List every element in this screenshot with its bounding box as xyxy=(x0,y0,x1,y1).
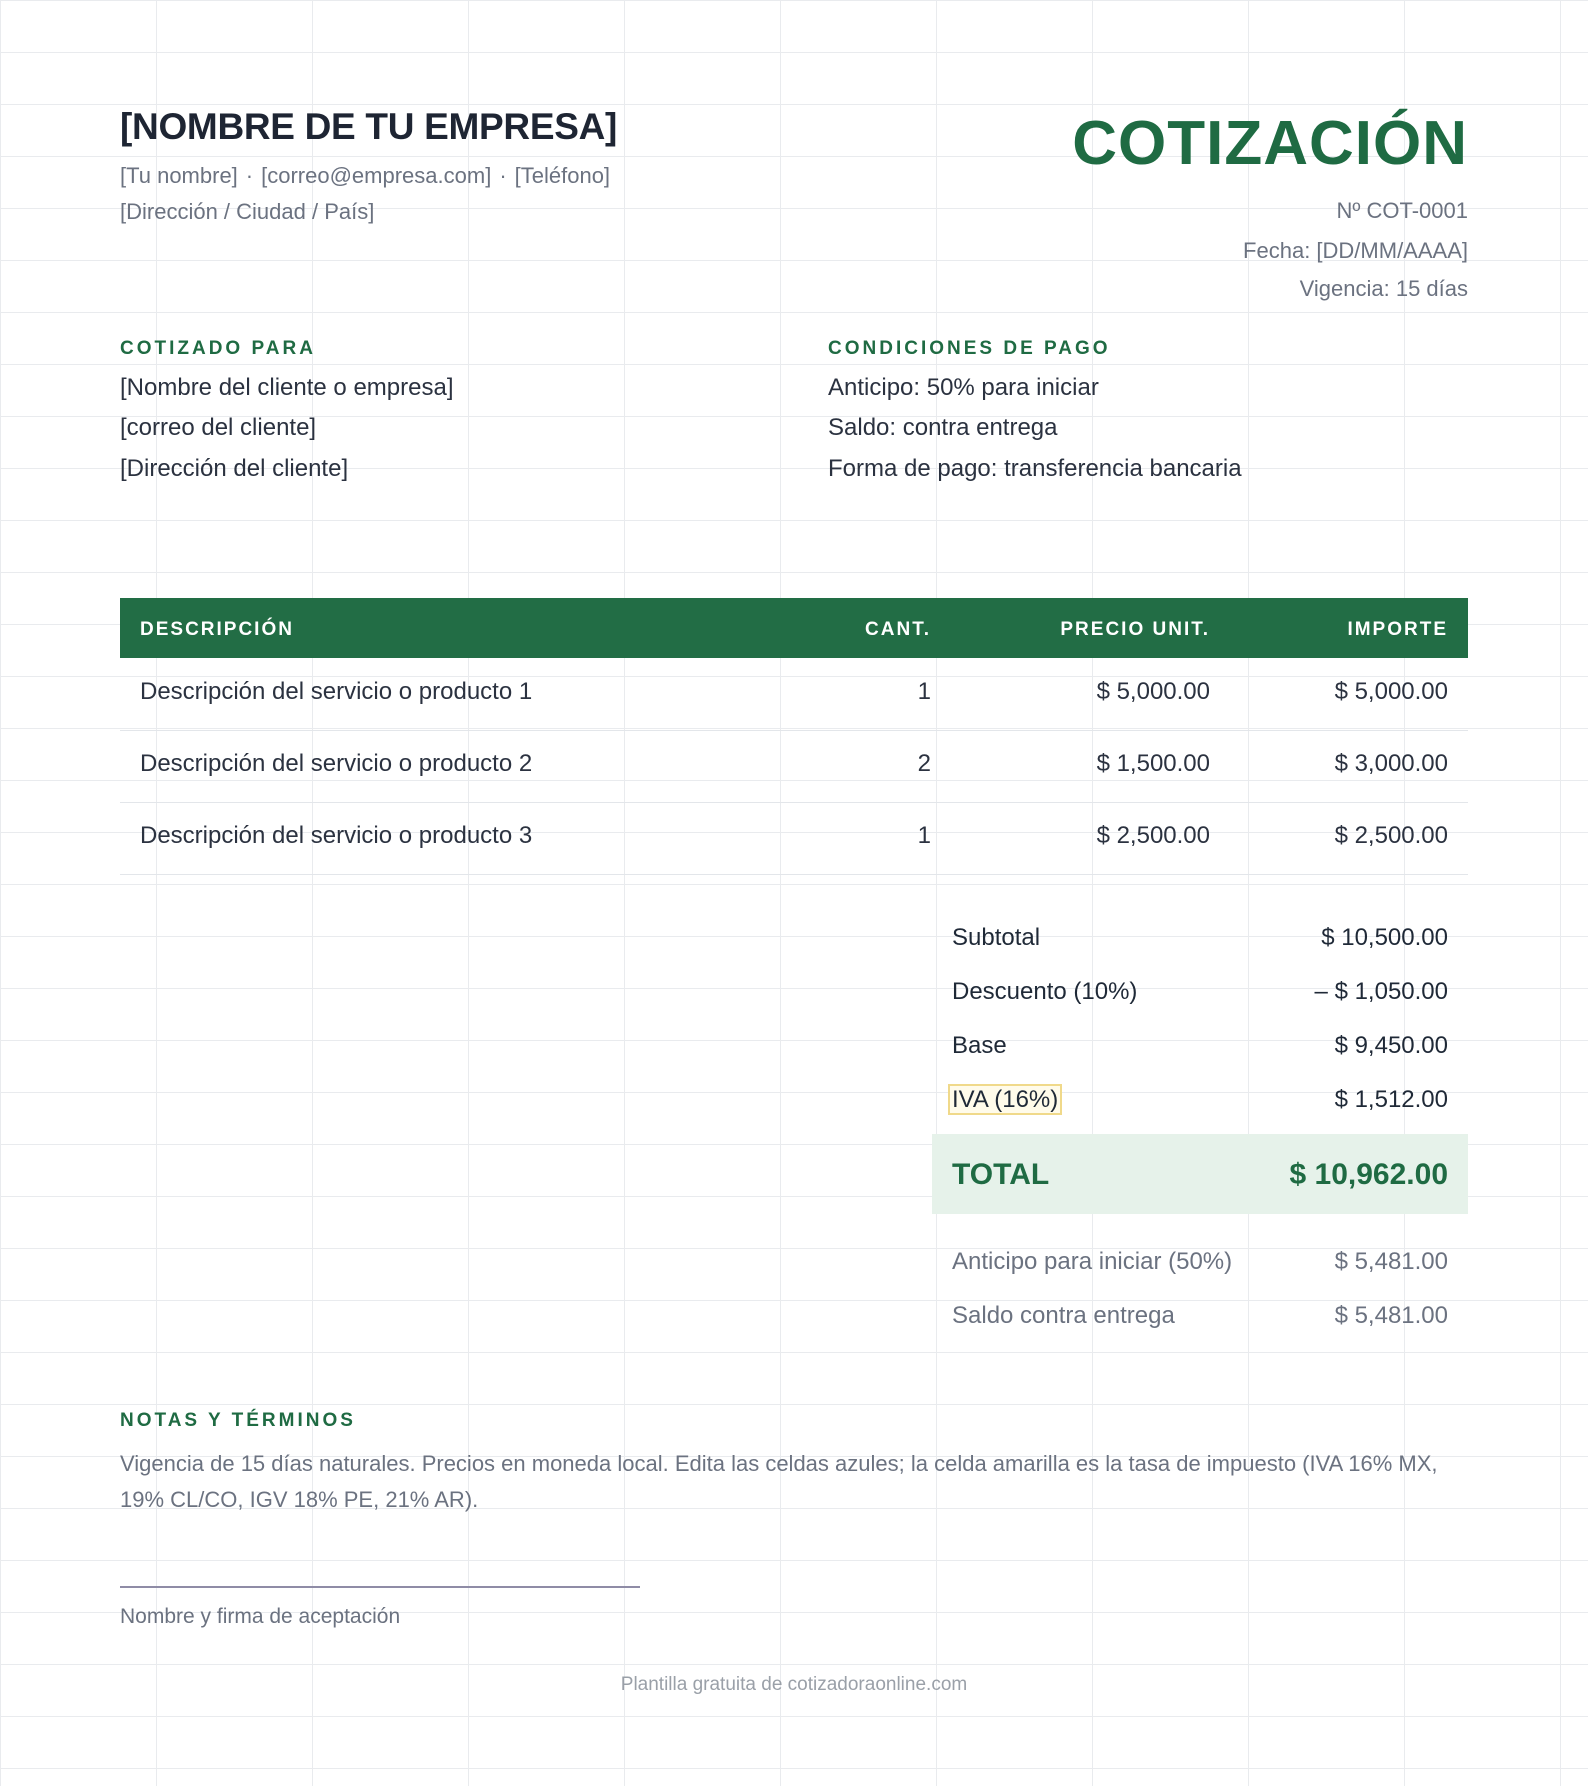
client-email[interactable]: [correo del cliente] xyxy=(120,414,317,441)
contact-email[interactable]: [correo@empresa.com] xyxy=(261,163,492,188)
contact-phone[interactable]: [Teléfono] xyxy=(514,163,611,188)
total-label: TOTAL xyxy=(952,1158,1050,1191)
discount-label[interactable]: Descuento (10%) xyxy=(952,978,1138,1005)
company-contact xyxy=(120,163,610,189)
signature-line xyxy=(120,1586,640,1588)
advance-label: Anticipo para iniciar (50%) xyxy=(952,1248,1233,1275)
table-row xyxy=(120,730,1468,803)
tax-value: $ 1,512.00 xyxy=(1334,1086,1448,1113)
base-label: Base xyxy=(952,1032,1007,1059)
item-quantity[interactable]: 1 xyxy=(917,822,931,849)
separator: · xyxy=(245,163,254,188)
quote-validity[interactable]: Vigencia: 15 días xyxy=(1299,276,1468,301)
contact-name[interactable]: [Tu nombre] xyxy=(120,163,238,188)
item-unit-price[interactable]: $ 5,000.00 xyxy=(1096,678,1210,705)
payment-terms-label: CONDICIONES DE PAGO xyxy=(828,338,1111,359)
company-address[interactable]: [Dirección / Ciudad / País] xyxy=(120,199,375,224)
item-description[interactable]: Descripción del servicio o producto 2 xyxy=(140,750,533,777)
balance-label: Saldo contra entrega xyxy=(952,1302,1175,1329)
quoted-for-label: COTIZADO PARA xyxy=(120,338,316,359)
item-unit-price[interactable]: $ 2,500.00 xyxy=(1096,822,1210,849)
client-name[interactable]: [Nombre del cliente o empresa] xyxy=(120,374,454,401)
table-row xyxy=(120,658,1468,731)
table-row xyxy=(120,802,1468,875)
item-description[interactable]: Descripción del servicio o producto 1 xyxy=(140,678,533,705)
header-amount: IMPORTE xyxy=(1347,619,1448,640)
subtotal-value: $ 10,500.00 xyxy=(1321,924,1448,951)
separator: · xyxy=(499,163,507,188)
quote-document xyxy=(120,0,1468,1786)
item-amount: $ 2,500.00 xyxy=(1334,822,1448,849)
footer-credit[interactable]: Plantilla gratuita de cotizadoraonline.com xyxy=(620,1674,968,1695)
signature-label: Nombre y firma de aceptación xyxy=(120,1605,401,1628)
header-description: DESCRIPCIÓN xyxy=(140,619,294,640)
subtotal-label: Subtotal xyxy=(952,924,1041,951)
notes-text[interactable]: Vigencia de 15 días naturales. Precios en moneda local. Edita las celdas azules; la celda amarilla es la tasa de impuesto (IVA 16% MX, 19% CL/CO, IGV 18% PE, 21% AR). xyxy=(120,1451,1438,1512)
item-quantity[interactable]: 2 xyxy=(917,750,931,777)
tax-rate-cell[interactable] xyxy=(952,1086,1062,1114)
advance-value: $ 5,481.00 xyxy=(1334,1248,1448,1275)
payment-method[interactable]: Forma de pago: transferencia bancaria xyxy=(828,455,1242,482)
payment-advance[interactable]: Anticipo: 50% para iniciar xyxy=(828,374,1099,401)
balance-value: $ 5,481.00 xyxy=(1334,1302,1448,1329)
item-quantity[interactable]: 1 xyxy=(917,678,931,705)
tax-label[interactable]: IVA (16%) xyxy=(948,1084,1062,1115)
company-name[interactable]: [NOMBRE DE TU EMPRESA] xyxy=(120,106,618,147)
quote-date[interactable]: Fecha: [DD/MM/AAAA] xyxy=(1243,238,1468,263)
item-description[interactable]: Descripción del servicio o producto 3 xyxy=(140,822,533,849)
quote-number[interactable]: Nº COT-0001 xyxy=(1336,198,1468,223)
base-value: $ 9,450.00 xyxy=(1334,1032,1448,1059)
payment-balance[interactable]: Saldo: contra entrega xyxy=(828,414,1058,441)
discount-value: – $ 1,050.00 xyxy=(1314,978,1448,1005)
items-table-header xyxy=(120,598,1468,658)
header-quantity: CANT. xyxy=(865,619,931,640)
client-address[interactable]: [Dirección del cliente] xyxy=(120,455,349,482)
document-title: COTIZACIÓN xyxy=(1072,109,1468,178)
header-unit-price: PRECIO UNIT. xyxy=(1060,619,1210,640)
item-amount: $ 5,000.00 xyxy=(1334,678,1448,705)
item-unit-price[interactable]: $ 1,500.00 xyxy=(1096,750,1210,777)
total-value: $ 10,962.00 xyxy=(1289,1158,1448,1191)
total-box xyxy=(932,1134,1468,1214)
item-amount: $ 3,000.00 xyxy=(1334,750,1448,777)
notes-label: NOTAS Y TÉRMINOS xyxy=(120,1410,356,1431)
